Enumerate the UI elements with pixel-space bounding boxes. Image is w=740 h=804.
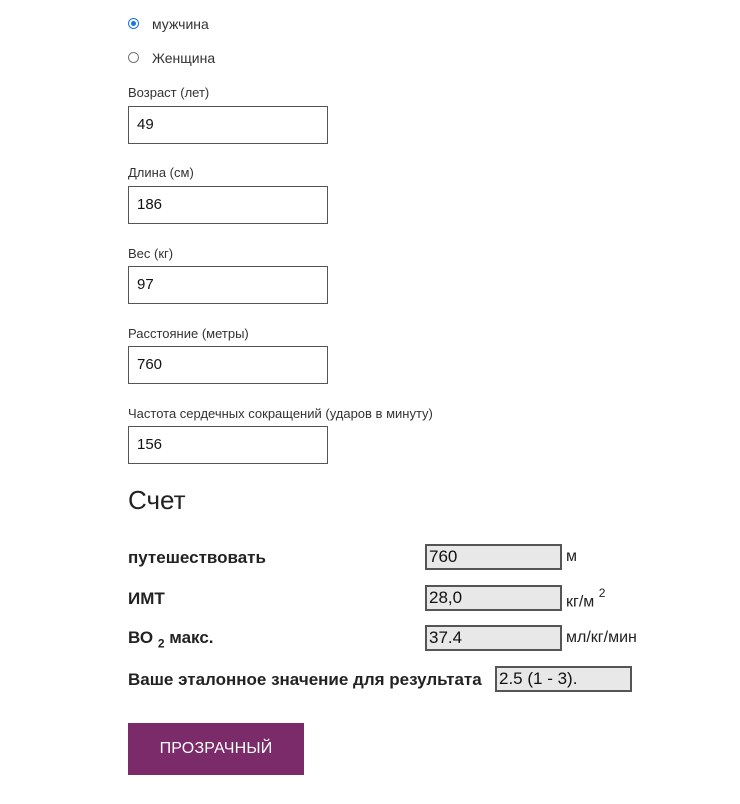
distance-label: Расстояние (метры) <box>128 326 249 341</box>
gender-radio-female[interactable] <box>128 52 139 63</box>
vo2-output: 37.4 <box>425 625 562 651</box>
age-input[interactable]: 49 <box>128 106 328 144</box>
vo2-label <box>128 628 214 650</box>
weight-label: Вес (кг) <box>128 246 174 261</box>
reference-label: Ваше эталонное значение для результата <box>128 670 482 689</box>
travel-label: путешествовать <box>128 548 266 567</box>
vo2-label-prefix: ВО <box>128 628 154 647</box>
distance-input[interactable]: 760 <box>128 346 328 384</box>
height-label: Длина (см) <box>128 165 194 180</box>
vo2-label-subscript: 2 <box>157 636 165 651</box>
gender-label-male[interactable]: мужчина <box>152 16 209 32</box>
results-title: Счет <box>128 485 186 515</box>
age-label: Возраст (лет) <box>128 85 210 100</box>
bmi-unit-superscript: 2 <box>598 586 606 600</box>
gender-radio-male[interactable] <box>128 18 139 29</box>
bmi-output: 28,0 <box>425 585 562 611</box>
vo2-unit: мл/кг/мин <box>566 629 637 646</box>
travel-unit: м <box>566 548 577 565</box>
heart-rate-label: Частота сердечных сокращений (ударов в минуту) <box>128 406 433 421</box>
vo2-label-suffix: макс. <box>169 628 214 647</box>
height-input[interactable]: 186 <box>128 186 328 224</box>
travel-output: 760 <box>425 544 562 570</box>
bmi-unit-text: кг/м <box>566 593 595 611</box>
reference-output: 2.5 (1 - 3). <box>495 666 632 692</box>
bmi-unit <box>566 586 606 611</box>
gender-label-female[interactable]: Женщина <box>152 50 216 66</box>
clear-button[interactable]: ПРОЗРАЧНЫЙ <box>128 723 304 775</box>
bmi-label: ИМТ <box>128 589 165 608</box>
weight-input[interactable]: 97 <box>128 266 328 304</box>
heart-rate-input[interactable]: 156 <box>128 426 328 464</box>
